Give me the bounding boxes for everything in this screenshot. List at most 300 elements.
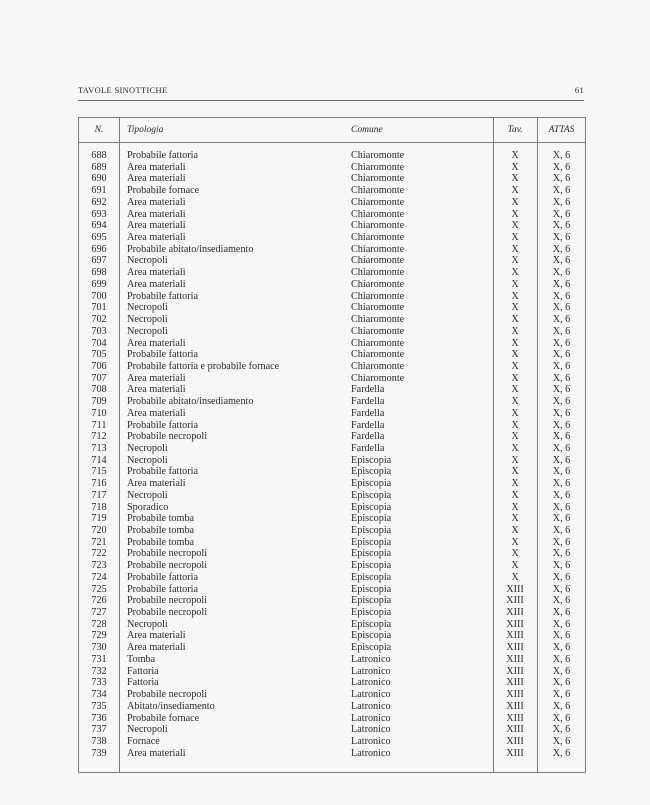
cell-comune: Latronico [351, 700, 391, 712]
cell-tipologia: Necropoli [127, 255, 168, 267]
cell-attas: X, 6 [552, 337, 571, 349]
cell-tipologia: Probabile abitato/insediamento [127, 243, 254, 255]
cell-n: 732 [91, 665, 107, 677]
table-row [79, 654, 585, 666]
cell-tipologia: Probabile necropoli [127, 689, 208, 701]
cell-tav: X [511, 349, 519, 361]
table-row [79, 607, 585, 619]
table-row [79, 267, 585, 279]
cell-tav: X [511, 442, 519, 454]
cell-tav: X [511, 220, 519, 232]
table-row [79, 736, 585, 748]
cell-comune: Chiaromonte [351, 372, 405, 384]
cell-tipologia: Probabile necropoli [127, 548, 208, 560]
cell-tav: X [511, 173, 519, 185]
cell-tav: X [511, 419, 519, 431]
cell-attas: X, 6 [552, 267, 571, 279]
cell-tav: X [511, 454, 519, 466]
cell-tipologia: Probabile fattoria [127, 290, 199, 302]
cell-n: 714 [91, 454, 107, 466]
table-row [79, 748, 585, 760]
table-row [79, 431, 585, 443]
cell-attas: X, 6 [552, 677, 571, 689]
cell-tipologia: Area materiali [127, 407, 186, 419]
cell-tipologia: Probabile fattoria [127, 419, 199, 431]
cell-tipologia: Probabile necropoli [127, 431, 208, 443]
cell-tipologia: Tomba [127, 653, 156, 665]
cell-n: 722 [91, 548, 107, 560]
cell-tav: X [511, 560, 519, 572]
cell-tav: X [511, 407, 519, 419]
cell-tipologia: Probabile fornace [127, 185, 200, 197]
cell-tav: X [511, 501, 519, 513]
cell-comune: Latronico [351, 653, 391, 665]
cell-comune: Fardella [351, 384, 385, 396]
cell-n: 720 [91, 525, 107, 536]
cell-tav: XIII [506, 653, 524, 665]
cell-n: 737 [91, 724, 107, 736]
cell-tipologia: Probabile necropoli [127, 595, 208, 607]
cell-comune: Latronico [351, 665, 391, 677]
cell-attas: X, 6 [552, 454, 571, 466]
cell-attas: X, 6 [552, 583, 571, 595]
cell-comune: Chiaromonte [351, 290, 405, 302]
cell-tipologia: Necropoli [127, 454, 168, 466]
table-row [79, 584, 585, 596]
table-row [79, 220, 585, 232]
cell-attas: X, 6 [552, 501, 571, 513]
cell-n: 726 [91, 595, 107, 607]
cell-attas: X, 6 [552, 724, 571, 736]
cell-tipologia: Probabile abitato/insediamento [127, 396, 254, 408]
cell-attas: X, 6 [552, 302, 571, 314]
cell-n: 701 [91, 302, 107, 314]
cell-tav: X [511, 571, 519, 583]
cell-tipologia: Probabile necropoli [127, 607, 208, 619]
cell-tipologia: Probabile necropoli [127, 560, 208, 572]
table-row [79, 173, 585, 185]
cell-tav: X [511, 255, 519, 267]
cell-tav: X [511, 267, 519, 279]
cell-tav: X [511, 243, 519, 255]
table-row [79, 443, 585, 455]
cell-tipologia: Area materiali [127, 372, 186, 384]
cell-attas: X, 6 [552, 243, 571, 255]
cell-n: 729 [91, 630, 107, 642]
cell-comune: Chiaromonte [351, 208, 405, 220]
cell-tav: X [511, 525, 519, 536]
table-row [79, 209, 585, 221]
cell-attas: X, 6 [552, 653, 571, 665]
cell-attas: X, 6 [552, 255, 571, 267]
cell-attas: X, 6 [552, 513, 571, 525]
cell-attas: X, 6 [552, 208, 571, 220]
cell-attas: X, 6 [552, 431, 571, 443]
cell-n: 721 [91, 536, 107, 548]
cell-comune: Fardella [351, 407, 385, 419]
cell-attas: X, 6 [552, 595, 571, 607]
table-header [79, 118, 585, 143]
cell-comune: Chiaromonte [351, 349, 405, 361]
cell-tipologia: Area materiali [127, 630, 186, 642]
cell-tipologia: Area materiali [127, 384, 186, 396]
cell-tav: X [511, 489, 519, 501]
cell-comune: Latronico [351, 677, 391, 689]
cell-tipologia: Area materiali [127, 278, 186, 290]
cell-comune: Episcopia [351, 607, 392, 619]
cell-n: 695 [91, 232, 107, 244]
cell-tav: X [511, 337, 519, 349]
cell-attas: X, 6 [552, 384, 571, 396]
cell-attas: X, 6 [552, 372, 571, 384]
cell-n: 727 [91, 607, 107, 619]
table-row [79, 162, 585, 174]
cell-tav: X [511, 372, 519, 384]
cell-tipologia: Probabile fattoria e probabile fornace [127, 360, 280, 372]
cell-comune: Chiaromonte [351, 196, 405, 208]
cell-tav: X [511, 431, 519, 443]
cell-comune: Latronico [351, 735, 391, 747]
cell-attas: X, 6 [552, 466, 571, 478]
cell-comune: Chiaromonte [351, 161, 405, 173]
running-title: TAVOLE SINOTTICHE [78, 85, 168, 95]
cell-comune: Episcopia [351, 583, 392, 595]
cell-attas: X, 6 [552, 360, 571, 372]
cell-n: 690 [91, 173, 107, 185]
cell-tipologia: Probabile fattoria [127, 349, 199, 361]
cell-n: 712 [91, 431, 107, 443]
table-row [79, 466, 585, 478]
cell-comune: Episcopia [351, 630, 392, 642]
cell-attas: X, 6 [552, 735, 571, 747]
table-row [79, 279, 585, 291]
cell-tav: XIII [506, 735, 524, 747]
cell-tav: XIII [506, 595, 524, 607]
cell-comune: Chiaromonte [351, 360, 405, 372]
table-row [79, 537, 585, 549]
cell-attas: X, 6 [552, 630, 571, 642]
cell-tipologia: Area materiali [127, 220, 186, 232]
table-row [79, 185, 585, 197]
cell-n: 709 [91, 396, 107, 408]
cell-n: 724 [91, 571, 107, 583]
cell-attas: X, 6 [552, 747, 571, 759]
cell-comune: Fardella [351, 442, 385, 454]
cell-n: 696 [91, 243, 107, 255]
cell-tipologia: Necropoli [127, 618, 168, 630]
cell-n: 733 [91, 677, 107, 689]
cell-comune: Episcopia [351, 618, 392, 630]
cell-n: 693 [91, 208, 107, 220]
table-row [79, 384, 585, 396]
table-row [79, 490, 585, 502]
table-row [79, 244, 585, 256]
cell-n: 719 [91, 513, 107, 525]
table-row [79, 642, 585, 654]
cell-comune: Episcopia [351, 548, 392, 560]
cell-attas: X, 6 [552, 700, 571, 712]
cell-n: 703 [91, 325, 107, 337]
cell-tav: X [511, 314, 519, 326]
cell-tipologia: Probabile fattoria [127, 583, 199, 595]
cell-tipologia: Area materiali [127, 478, 186, 490]
cell-tipologia: Fattoria [127, 665, 159, 677]
cell-tav: X [511, 161, 519, 173]
cell-n: 731 [91, 653, 107, 665]
cell-tav: XIII [506, 689, 524, 701]
cell-tipologia: Necropoli [127, 314, 168, 326]
table-row [79, 455, 585, 467]
table-row [79, 666, 585, 678]
cell-comune: Fardella [351, 419, 385, 431]
table-row [79, 478, 585, 490]
cell-attas: X, 6 [552, 349, 571, 361]
cell-n: 713 [91, 442, 107, 454]
cell-attas: X, 6 [552, 290, 571, 302]
table-row [79, 338, 585, 350]
cell-tipologia: Necropoli [127, 325, 168, 337]
table-row [79, 677, 585, 689]
cell-n: 716 [91, 478, 107, 490]
cell-tav: X [511, 466, 519, 478]
cell-n: 723 [91, 560, 107, 572]
cell-tav: X [511, 548, 519, 560]
cell-attas: X, 6 [552, 689, 571, 701]
cell-comune: Chiaromonte [351, 185, 405, 197]
cell-comune: Chiaromonte [351, 314, 405, 326]
cell-comune: Chiaromonte [351, 255, 405, 267]
table-row [79, 420, 585, 432]
cell-n: 715 [91, 466, 107, 478]
cell-comune: Chiaromonte [351, 337, 405, 349]
table-row [79, 724, 585, 736]
cell-tav: X [511, 196, 519, 208]
cell-tav: X [511, 513, 519, 525]
cell-comune: Episcopia [351, 536, 392, 548]
cell-n: 734 [91, 689, 107, 701]
cell-tav: XIII [506, 724, 524, 736]
cell-tipologia: Fornace [127, 735, 160, 747]
cell-tav: XIII [506, 583, 524, 595]
cell-tav: X [511, 325, 519, 337]
table-row [79, 408, 585, 420]
cell-tipologia: Necropoli [127, 442, 168, 454]
table-row [79, 314, 585, 326]
cell-n: 702 [91, 314, 107, 326]
cell-n: 739 [91, 747, 107, 759]
cell-attas: X, 6 [552, 396, 571, 408]
cell-n: 725 [91, 583, 107, 595]
cell-n: 694 [91, 220, 107, 232]
cell-n: 691 [91, 185, 107, 197]
cell-tipologia: Area materiali [127, 747, 186, 759]
header-tav: Tav. [507, 125, 523, 135]
cell-n: 700 [91, 290, 107, 302]
cell-tav: X [511, 185, 519, 197]
cell-attas: X, 6 [552, 548, 571, 560]
cell-tav: X [511, 278, 519, 290]
cell-tipologia: Probabile fattoria [127, 466, 199, 478]
cell-tav: X [511, 290, 519, 302]
cell-comune: Episcopia [351, 560, 392, 572]
cell-n: 708 [91, 384, 107, 396]
cell-comune: Latronico [351, 747, 391, 759]
cell-n: 717 [91, 489, 107, 501]
cell-tav: X [511, 150, 519, 161]
synoptic-table [78, 117, 586, 773]
cell-n: 730 [91, 642, 107, 654]
cell-attas: X, 6 [552, 442, 571, 454]
cell-attas: X, 6 [552, 489, 571, 501]
cell-n: 707 [91, 372, 107, 384]
cell-comune: Episcopia [351, 454, 392, 466]
cell-tav: X [511, 384, 519, 396]
cell-tav: XIII [506, 642, 524, 654]
cell-tav: XIII [506, 618, 524, 630]
cell-comune: Fardella [351, 396, 385, 408]
cell-n: 689 [91, 161, 107, 173]
cell-n: 711 [91, 419, 107, 431]
cell-attas: X, 6 [552, 478, 571, 490]
cell-comune: Latronico [351, 712, 391, 724]
cell-tipologia: Area materiali [127, 642, 186, 654]
cell-comune: Episcopia [351, 478, 392, 490]
cell-tipologia: Necropoli [127, 489, 168, 501]
cell-n: 699 [91, 278, 107, 290]
cell-n: 706 [91, 360, 107, 372]
table-row [79, 150, 585, 162]
table-row [79, 326, 585, 338]
cell-n: 705 [91, 349, 107, 361]
cell-tipologia: Area materiali [127, 196, 186, 208]
cell-tipologia: Probabile fattoria [127, 571, 199, 583]
table-row [79, 255, 585, 267]
cell-tav: X [511, 478, 519, 490]
cell-attas: X, 6 [552, 642, 571, 654]
cell-comune: Episcopia [351, 501, 392, 513]
cell-tav: X [511, 208, 519, 220]
running-header [78, 84, 584, 101]
cell-comune: Chiaromonte [351, 325, 405, 337]
cell-tipologia: Area materiali [127, 173, 186, 185]
cell-attas: X, 6 [552, 607, 571, 619]
cell-comune: Chiaromonte [351, 302, 405, 314]
table-row [79, 396, 585, 408]
cell-attas: X, 6 [552, 571, 571, 583]
cell-comune: Episcopia [351, 595, 392, 607]
table-row [79, 197, 585, 209]
header-attas: ATTAS [548, 125, 575, 135]
cell-tipologia: Area materiali [127, 232, 186, 244]
cell-comune: Chiaromonte [351, 278, 405, 290]
table-row [79, 291, 585, 303]
cell-n: 697 [91, 255, 107, 267]
cell-n: 735 [91, 700, 107, 712]
cell-attas: X, 6 [552, 618, 571, 630]
table-row [79, 232, 585, 244]
cell-attas: X, 6 [552, 220, 571, 232]
table-row [79, 619, 585, 631]
cell-n: 692 [91, 196, 107, 208]
cell-attas: X, 6 [552, 150, 571, 161]
cell-comune: Chiaromonte [351, 173, 405, 185]
cell-comune: Episcopia [351, 525, 392, 536]
table-row [79, 302, 585, 314]
table-row [79, 349, 585, 361]
header-n: N. [94, 125, 104, 135]
cell-tipologia: Area materiali [127, 208, 186, 220]
table-row [79, 713, 585, 725]
cell-attas: X, 6 [552, 314, 571, 326]
cell-comune: Episcopia [351, 571, 392, 583]
cell-comune: Chiaromonte [351, 232, 405, 244]
table-row [79, 701, 585, 713]
table-row [79, 361, 585, 373]
cell-tav: X [511, 536, 519, 548]
cell-attas: X, 6 [552, 712, 571, 724]
cell-n: 728 [91, 618, 107, 630]
cell-comune: Episcopia [351, 642, 392, 654]
table-row [79, 373, 585, 385]
cell-tav: X [511, 396, 519, 408]
table-body [79, 150, 585, 759]
cell-tipologia: Fattoria [127, 677, 159, 689]
cell-tav: XIII [506, 607, 524, 619]
cell-tipologia: Probabile fornace [127, 712, 200, 724]
cell-comune: Chiaromonte [351, 220, 405, 232]
cell-tav: X [511, 360, 519, 372]
table-row [79, 630, 585, 642]
cell-tav: X [511, 302, 519, 314]
cell-attas: X, 6 [552, 665, 571, 677]
cell-attas: X, 6 [552, 161, 571, 173]
cell-n: 738 [91, 735, 107, 747]
cell-attas: X, 6 [552, 419, 571, 431]
cell-comune: Chiaromonte [351, 150, 405, 161]
cell-n: 736 [91, 712, 107, 724]
cell-tav: XIII [506, 712, 524, 724]
cell-attas: X, 6 [552, 185, 571, 197]
cell-comune: Latronico [351, 724, 391, 736]
cell-attas: X, 6 [552, 196, 571, 208]
cell-tipologia: Probabile tomba [127, 513, 195, 525]
cell-n: 704 [91, 337, 107, 349]
cell-n: 718 [91, 501, 107, 513]
cell-tipologia: Probabile fattoria [127, 150, 199, 161]
cell-comune: Episcopia [351, 513, 392, 525]
table-row [79, 502, 585, 514]
cell-tav: XIII [506, 700, 524, 712]
cell-comune: Chiaromonte [351, 267, 405, 279]
cell-comune: Episcopia [351, 489, 392, 501]
table-row [79, 560, 585, 572]
cell-comune: Fardella [351, 431, 385, 443]
cell-tipologia: Probabile tomba [127, 525, 195, 536]
cell-comune: Chiaromonte [351, 243, 405, 255]
cell-attas: X, 6 [552, 232, 571, 244]
cell-tipologia: Necropoli [127, 724, 168, 736]
cell-n: 688 [91, 150, 107, 161]
cell-attas: X, 6 [552, 407, 571, 419]
cell-tipologia: Probabile tomba [127, 536, 195, 548]
table-row [79, 572, 585, 584]
table-row [79, 548, 585, 560]
cell-attas: X, 6 [552, 278, 571, 290]
cell-tipologia: Area materiali [127, 337, 186, 349]
header-tipologia: Tipologia [127, 125, 164, 135]
table-row [79, 525, 585, 537]
cell-tipologia: Area materiali [127, 267, 186, 279]
